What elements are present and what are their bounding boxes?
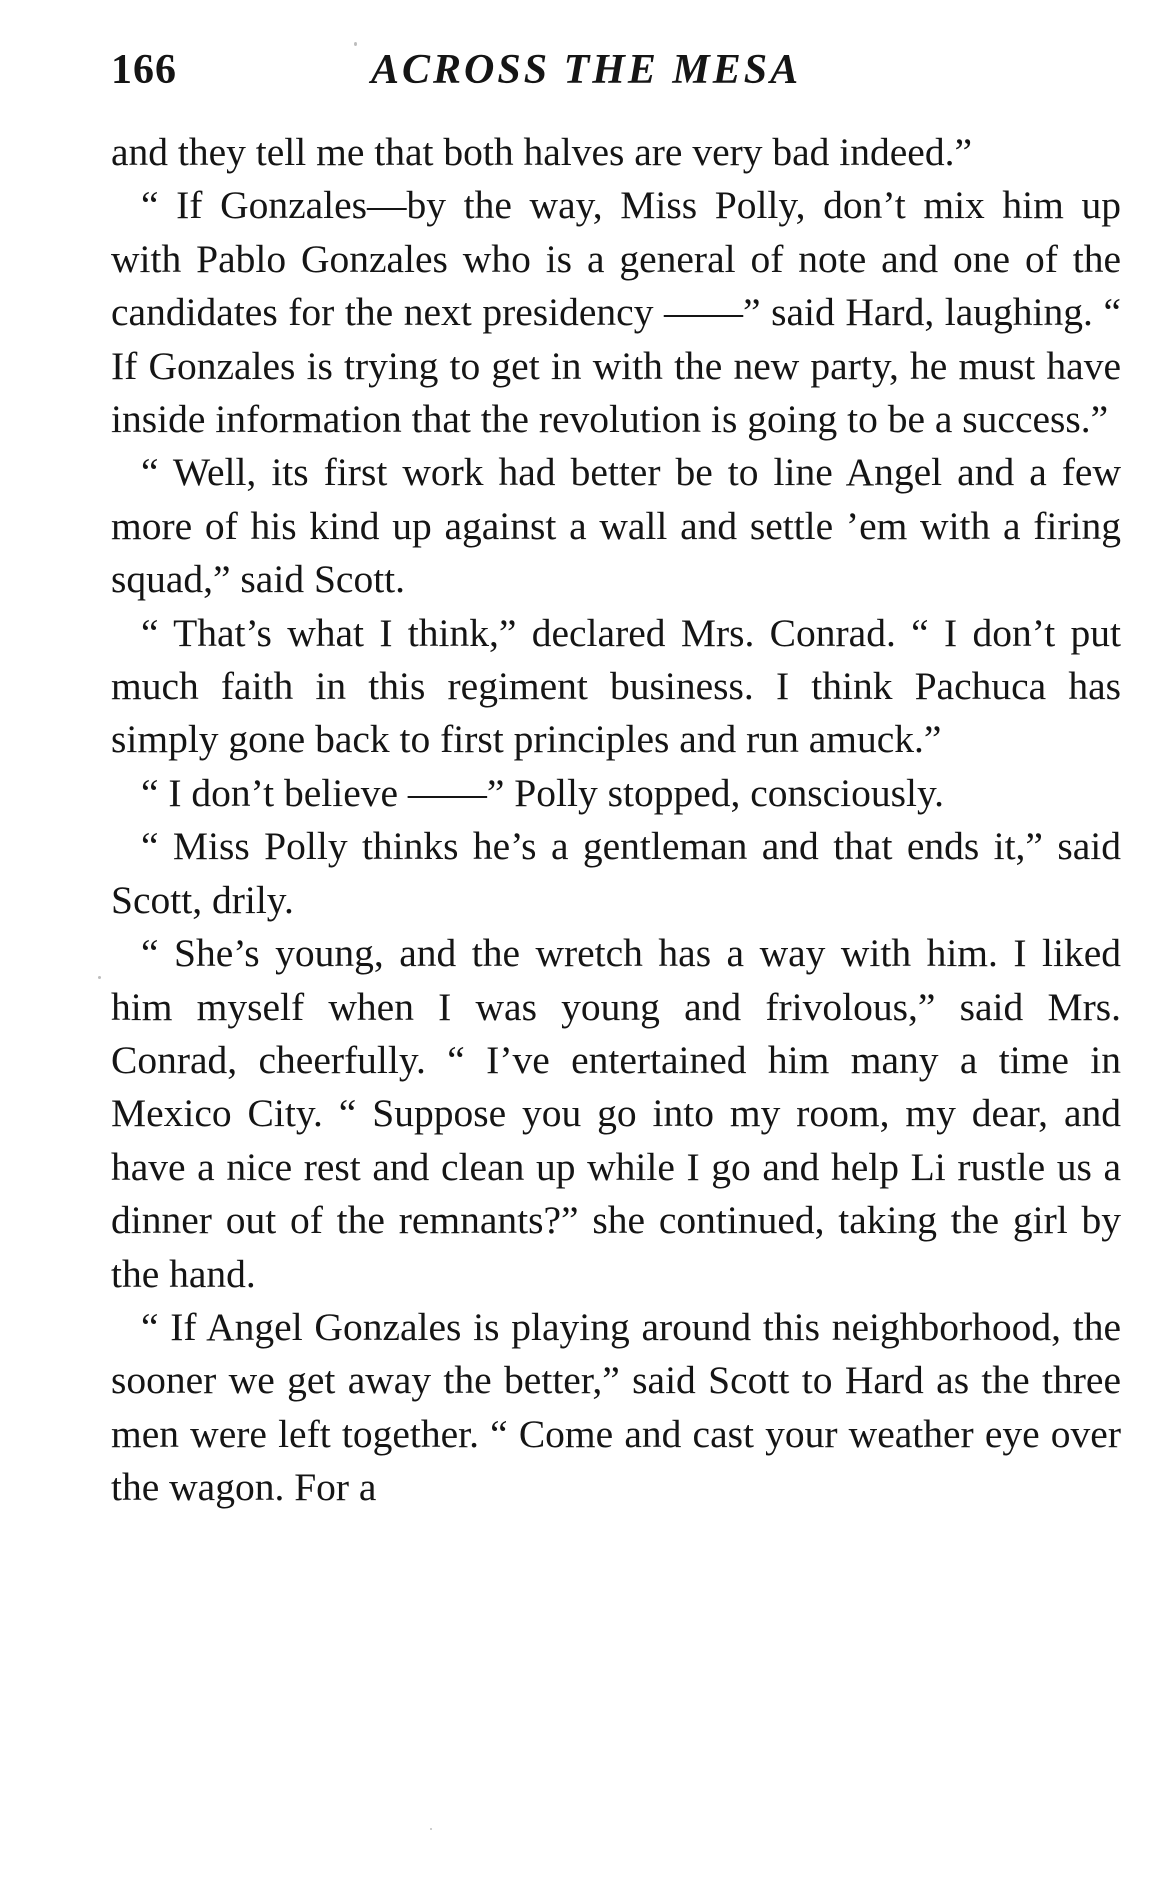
paragraph: “ She’s young, and the wretch has a way with him. I liked him myself when I was young and frivolous,” said Mrs. Conrad, cheerfully. “ I’ve entertained him many a time in Mexico City. “ Suppose you go into my room, my dear, and have a nice rest and clean up while I go and help Li rustle us a dinner out of the remnants?” she continued, taking the girl by the hand.: [111, 931, 1121, 1296]
paragraph: “ I don’t believe ——” Polly stopped, consciously.: [141, 770, 945, 815]
paragraph: “ Miss Polly thinks he’s a gentleman and that ends it,” said Scott, drily.: [111, 824, 1121, 922]
paper-speck: [354, 42, 357, 46]
page-number: 166: [111, 47, 177, 93]
paragraph: “ Well, its first work had better be to line Angel and a few more of his kind up against a wall and settle ’em with a firing squad,” said Scott.: [111, 450, 1121, 602]
page-header: [111, 46, 1121, 106]
running-title: ACROSS THE MESA: [371, 47, 802, 93]
paragraph: “ If Angel Gonzales is playing around this neighborhood, the sooner we get away the better,” said Scott to Hard as the three men were left together. “ Come and cast your weather eye over the wagon. For a: [111, 1304, 1121, 1510]
paper-speck: [430, 1828, 432, 1830]
paragraph: “ If Gonzales—by the way, Miss Polly, don’t mix him up with Pablo Gonzales who is a general of note and one of the candidates for the next presidency ——” said Hard, laughing. “ If Gonzales is trying to get in with the new party, he must have inside information that the revolution is going to be a success.”: [111, 183, 1121, 442]
paper-speck: [98, 976, 101, 979]
paragraph: “ That’s what I think,” declared Mrs. Conrad. “ I don’t put much faith in this regiment business. I think Pachuca has simply gone back to first principles and run amuck.”: [111, 610, 1121, 762]
paragraph: and they tell me that both halves are very bad indeed.”: [111, 130, 972, 174]
body-text: [111, 126, 1121, 1515]
